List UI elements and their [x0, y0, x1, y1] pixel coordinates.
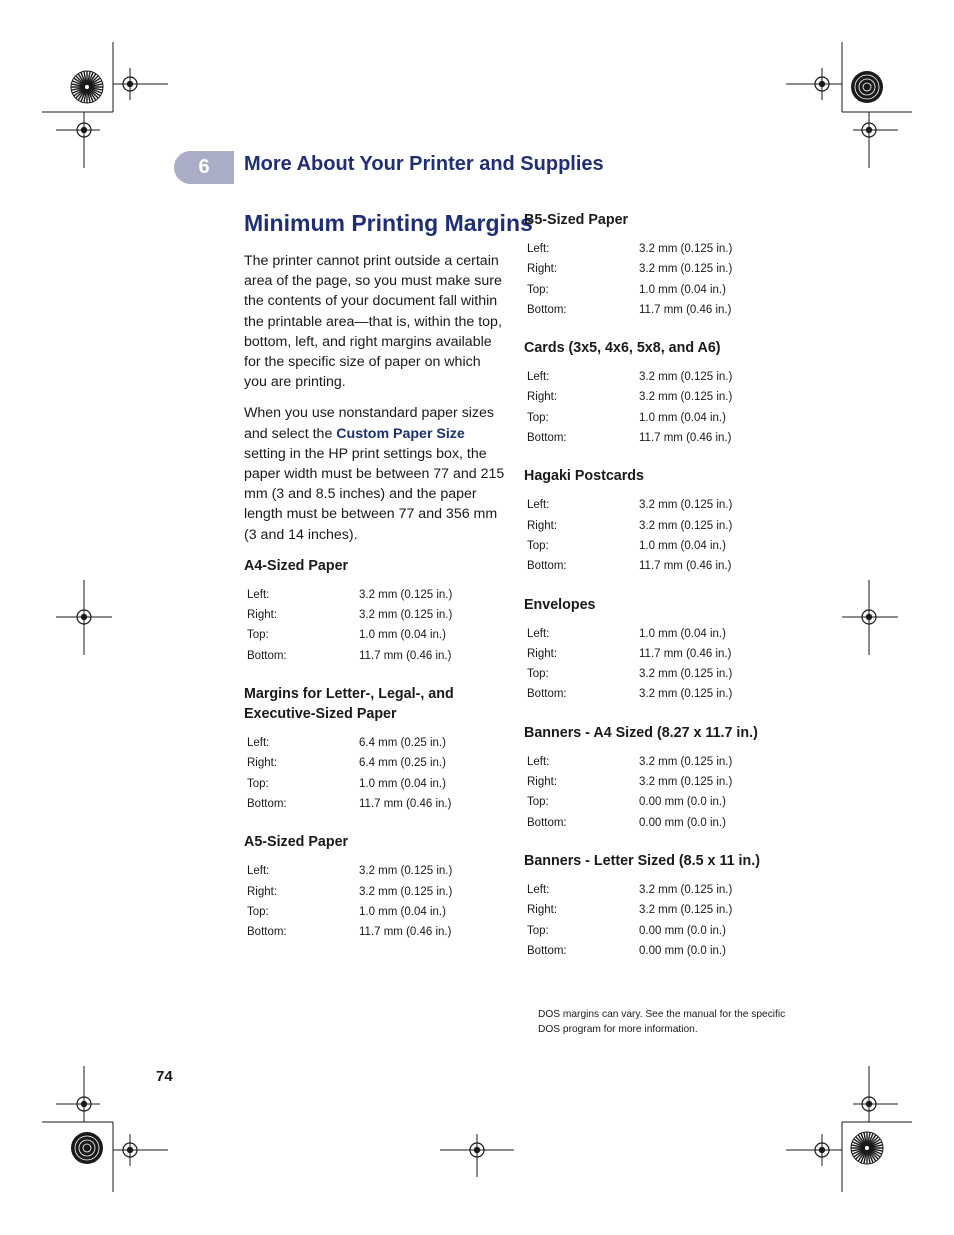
margin-row	[527, 772, 732, 792]
margin-row	[527, 300, 732, 320]
margin-row	[527, 880, 732, 900]
section-title: Banners - Letter Sized (8.5 x 11 in.)	[524, 852, 760, 869]
margin-value: 11.7 mm (0.46 in.)	[359, 926, 452, 939]
margin-row	[247, 922, 452, 942]
margin-value: 1.0 mm (0.04 in.)	[639, 627, 726, 640]
crop-mark-mid-left	[56, 580, 112, 655]
margin-label: Right:	[527, 904, 558, 917]
margin-label: Bottom:	[527, 432, 567, 445]
margin-value: 0.00 mm (0.0 in.)	[639, 816, 726, 829]
page-title: Minimum Printing Margins	[244, 210, 533, 236]
page-number: 74	[156, 1068, 173, 1085]
margin-value: 11.7 mm (0.46 in.)	[639, 560, 732, 573]
margin-label: Bottom:	[527, 560, 567, 573]
margin-table	[527, 880, 732, 961]
margin-row	[527, 367, 732, 387]
margin-label: Top:	[527, 924, 549, 937]
dos-note: DOS margins can vary. See the manual for the specific DOS program for more information.	[538, 1009, 786, 1035]
margin-label: Bottom:	[527, 944, 567, 957]
crop-mark-top-right	[786, 42, 912, 168]
margin-label: Left:	[527, 243, 550, 255]
margin-value: 3.2 mm (0.125 in.)	[639, 883, 733, 896]
right-sections	[524, 210, 824, 961]
margin-value: 3.2 mm (0.125 in.)	[639, 519, 733, 532]
margin-row	[247, 733, 451, 753]
margin-label: Top:	[527, 411, 549, 424]
margin-value: 3.2 mm (0.125 in.)	[639, 263, 733, 276]
margin-row	[247, 882, 452, 902]
margin-table	[247, 733, 451, 814]
margin-row	[247, 774, 451, 794]
paragraph-text-before: When you use nonstandard paper sizes and select the	[244, 405, 495, 442]
margin-value: 1.0 mm (0.04 in.)	[639, 539, 726, 552]
crop-mark-mid-right	[842, 580, 898, 655]
section-title: Margins for Letter-, Legal-, and Executive-Sized Paper	[244, 686, 454, 723]
margin-value: 3.2 mm (0.125 in.)	[639, 391, 733, 404]
section-title: Envelopes	[524, 596, 596, 613]
margin-row	[527, 921, 732, 941]
custom-paper-size-term: Custom Paper Size	[336, 425, 465, 442]
right-column	[524, 210, 824, 979]
margin-value: 3.2 mm (0.125 in.)	[639, 371, 733, 384]
margin-label: Top:	[527, 283, 549, 296]
margin-table	[247, 585, 452, 666]
margin-section	[244, 556, 506, 666]
margin-row	[247, 753, 451, 773]
margin-row	[527, 644, 732, 664]
margin-value: 6.4 mm (0.25 in.)	[359, 757, 446, 770]
margin-label: Top:	[527, 668, 549, 681]
margin-row	[527, 387, 732, 407]
margin-table	[527, 495, 732, 576]
section-title: A5-Sized Paper	[244, 834, 349, 851]
section-title: Cards (3x5, 4x6, 5x8, and A6)	[524, 340, 721, 357]
margin-value: 3.2 mm (0.125 in.)	[359, 885, 453, 898]
margin-label: Right:	[527, 776, 558, 789]
margin-label: Top:	[247, 629, 269, 642]
margin-row	[527, 941, 732, 961]
margin-row	[527, 813, 732, 833]
margin-value: 11.7 mm (0.46 in.)	[359, 649, 452, 662]
margin-value: 11.7 mm (0.46 in.)	[639, 647, 732, 660]
margin-label: Left:	[527, 627, 550, 640]
margin-label: Left:	[527, 499, 550, 512]
margin-label: Bottom:	[527, 303, 567, 316]
section-title: Hagaki Postcards	[524, 468, 644, 485]
margin-row	[527, 556, 732, 576]
margin-label: Left:	[527, 371, 550, 384]
margin-value: 1.0 mm (0.04 in.)	[639, 283, 726, 296]
margin-table	[527, 367, 732, 448]
crop-mark-bottom-left	[42, 1066, 168, 1192]
crop-mark-bottom-center	[440, 1134, 514, 1177]
margin-value: 3.2 mm (0.125 in.)	[359, 588, 453, 601]
margin-row	[527, 516, 732, 536]
margin-value: 3.2 mm (0.125 in.)	[639, 904, 733, 917]
margin-value: 1.0 mm (0.04 in.)	[639, 411, 726, 424]
margin-section	[524, 723, 824, 833]
margin-value: 3.2 mm (0.125 in.)	[359, 609, 453, 622]
custom-size-paragraph	[244, 403, 506, 544]
margin-label: Bottom:	[247, 649, 287, 662]
chapter-title: More About Your Printer and Supplies	[244, 153, 604, 175]
margin-value: 3.2 mm (0.125 in.)	[359, 865, 453, 878]
margin-section	[524, 338, 824, 448]
margin-row	[527, 259, 732, 279]
margin-value: 3.2 mm (0.125 in.)	[639, 755, 733, 768]
margin-label: Bottom:	[247, 797, 287, 810]
margin-value: 3.2 mm (0.125 in.)	[639, 243, 733, 255]
margin-value: 3.2 mm (0.125 in.)	[639, 668, 733, 681]
margin-row	[527, 495, 732, 515]
margin-label: Right:	[527, 263, 558, 276]
section-title: B5-Sized Paper	[524, 212, 629, 228]
margin-label: Right:	[247, 757, 278, 770]
margin-row	[527, 239, 732, 259]
margin-value: 11.7 mm (0.46 in.)	[639, 432, 732, 445]
margin-row	[527, 752, 732, 772]
margin-value: 3.2 mm (0.125 in.)	[639, 499, 733, 512]
margin-row	[247, 585, 452, 605]
margin-value: 0.00 mm (0.0 in.)	[639, 924, 726, 937]
margin-label: Bottom:	[247, 926, 287, 939]
margin-row	[247, 794, 451, 814]
margin-section	[244, 832, 506, 942]
margin-label: Left:	[527, 883, 550, 896]
margin-label: Right:	[527, 519, 558, 532]
margin-label: Bottom:	[527, 816, 567, 829]
crop-mark-top-left	[42, 42, 168, 168]
chapter-number: 6	[198, 156, 210, 178]
section-title: A4-Sized Paper	[244, 557, 349, 574]
margin-value: 1.0 mm (0.04 in.)	[359, 777, 446, 790]
margin-value: 11.7 mm (0.46 in.)	[639, 303, 732, 316]
left-sections	[244, 556, 506, 943]
margin-label: Right:	[527, 391, 558, 404]
margin-value: 0.00 mm (0.0 in.)	[639, 944, 726, 957]
margin-label: Top:	[527, 539, 549, 552]
paragraph-text-after: setting in the HP print settings box, the paper width must be between 77 and 215 mm (3 and 8.5 inches) and the paper length must be between 77 and 356 mm (3 and 14 inches).	[244, 445, 505, 543]
margin-row	[527, 900, 732, 920]
margin-row	[527, 624, 732, 644]
margin-value: 1.0 mm (0.04 in.)	[359, 905, 446, 918]
margin-label: Left:	[247, 588, 270, 601]
margin-value: 3.2 mm (0.125 in.)	[639, 776, 733, 789]
margin-row	[247, 646, 452, 666]
margin-row	[527, 664, 732, 684]
margin-row	[247, 861, 452, 881]
margin-table	[527, 624, 732, 705]
margin-section	[244, 684, 506, 814]
margin-row	[247, 902, 452, 922]
margin-table	[527, 239, 732, 320]
margin-table	[247, 861, 452, 942]
section-title: Banners - A4 Sized (8.27 x 11.7 in.)	[524, 724, 758, 741]
intro-paragraph: The printer cannot print outside a certain area of the page, so you must make sure the contents of your document fall within the printable area—that is, within the top, bottom, left, and right margins available for the specific size of paper on which you are printing.	[244, 253, 502, 391]
margin-section	[524, 466, 824, 576]
margin-label: Left:	[247, 737, 270, 750]
margin-label: Top:	[527, 796, 549, 809]
margin-label: Left:	[247, 865, 270, 878]
margin-row	[527, 280, 732, 300]
margin-section	[524, 851, 824, 961]
margin-value: 11.7 mm (0.46 in.)	[359, 797, 452, 810]
left-column	[244, 210, 533, 960]
margin-label: Right:	[527, 647, 558, 660]
margin-value: 6.4 mm (0.25 in.)	[359, 737, 446, 750]
margin-row	[527, 684, 732, 704]
margin-section	[524, 210, 824, 320]
margin-label: Right:	[247, 885, 278, 898]
crop-mark-bottom-right	[786, 1066, 912, 1192]
margin-section	[524, 595, 824, 705]
margin-value: 1.0 mm (0.04 in.)	[359, 629, 446, 642]
margin-value: 0.00 mm (0.0 in.)	[639, 796, 726, 809]
margin-label: Right:	[247, 609, 278, 622]
margin-row	[527, 428, 732, 448]
margin-value: 3.2 mm (0.125 in.)	[639, 688, 733, 701]
margin-label: Top:	[247, 777, 269, 790]
margin-label: Top:	[247, 905, 269, 918]
margin-row	[527, 536, 732, 556]
margin-row	[527, 408, 732, 428]
margin-row	[247, 625, 452, 645]
margin-row	[527, 792, 732, 812]
margin-label: Left:	[527, 755, 550, 768]
margin-row	[247, 605, 452, 625]
margin-label: Bottom:	[527, 688, 567, 701]
margin-table	[527, 752, 732, 833]
